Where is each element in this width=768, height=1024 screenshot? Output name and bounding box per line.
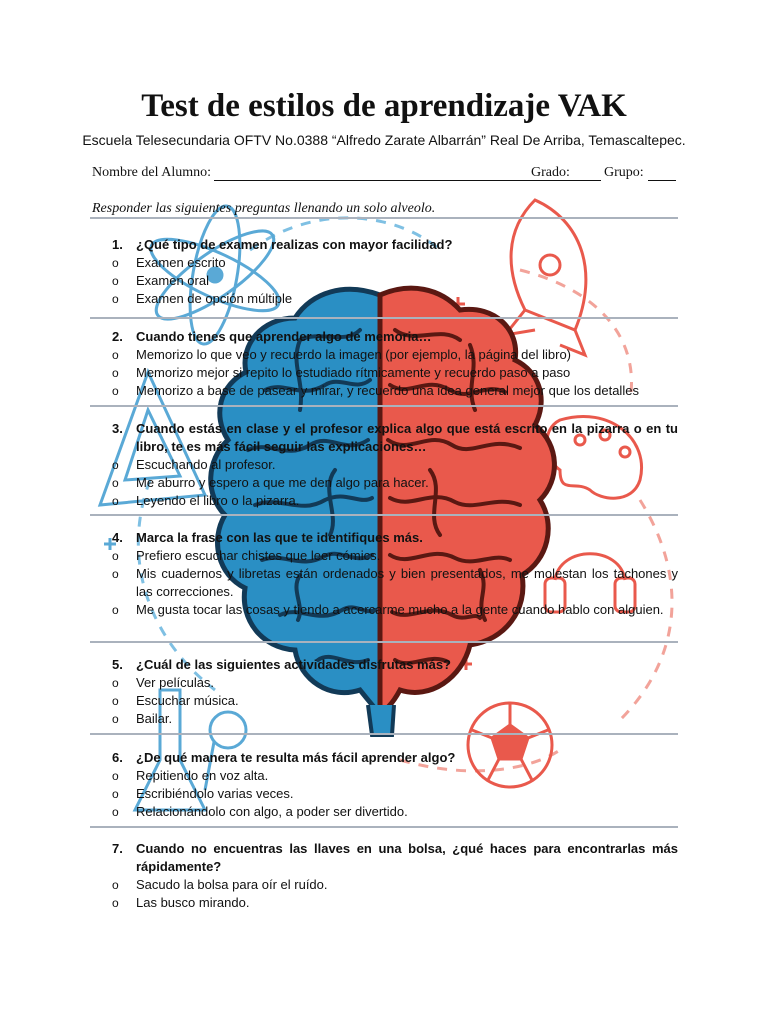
question-3: [112, 420, 678, 510]
instructions: Responder las siguientes preguntas llenando un solo alveolo.: [92, 201, 436, 216]
answer-option[interactable]: [112, 547, 678, 565]
radio-bubble-icon[interactable]: o: [112, 348, 119, 362]
group-label: Grupo:: [604, 165, 644, 180]
question-5: [112, 656, 678, 728]
radio-bubble-icon[interactable]: o: [112, 603, 119, 617]
question-number: 7.: [112, 841, 123, 856]
answer-option[interactable]: [112, 272, 678, 290]
question-text: Marca la frase con las que te identifiques más.: [136, 530, 423, 545]
divider: [90, 641, 678, 643]
divider: [90, 514, 678, 516]
question-text: Cuando no encuentras las llaves en una bolsa, ¿qué haces para encontrarlas más rápidamente?: [136, 841, 678, 874]
radio-bubble-icon[interactable]: o: [112, 292, 119, 306]
grade-label: Grado:: [531, 165, 570, 180]
answer-option[interactable]: [112, 290, 678, 308]
answer-label: Sacudo la bolsa para oír el ruído.: [136, 877, 328, 892]
answer-label: Memorizo mejor si repito lo estudiado rítmicamente y recuerdo paso a paso: [136, 365, 571, 380]
radio-bubble-icon[interactable]: o: [112, 494, 119, 508]
question-6: [112, 749, 678, 821]
answer-label: Me aburro y espero a que me den algo para hacer.: [136, 475, 429, 490]
answer-label: Examen escrito: [136, 255, 226, 270]
group-field[interactable]: [648, 180, 676, 181]
question-2: [112, 328, 678, 400]
question-text: ¿De qué manera te resulta más fácil aprender algo?: [136, 750, 456, 765]
question-number: 1.: [112, 237, 123, 252]
answer-option[interactable]: [112, 474, 678, 492]
answer-label: Mis cuadernos y libretas están ordenados y bien presentados, me molestan los tachones y las correcciones.: [136, 566, 678, 599]
radio-bubble-icon[interactable]: o: [112, 256, 119, 270]
student-name-label: Nombre del Alumno:: [92, 165, 211, 180]
answer-label: Repitiendo en voz alta.: [136, 768, 269, 783]
radio-bubble-icon[interactable]: o: [112, 805, 119, 819]
radio-bubble-icon[interactable]: o: [112, 458, 119, 472]
divider: [90, 733, 678, 735]
radio-bubble-icon[interactable]: o: [112, 878, 119, 892]
answer-option[interactable]: [112, 692, 678, 710]
radio-bubble-icon[interactable]: o: [112, 787, 119, 801]
question-number: 3.: [112, 421, 123, 436]
question-7: [112, 840, 678, 912]
answer-option[interactable]: [112, 803, 678, 821]
school-subtitle: Escuela Telesecundaria OFTV No.0388 “Alfredo Zarate Albarrán” Real De Arriba, Temascaltepec.: [82, 132, 686, 148]
student-name-field[interactable]: [214, 180, 576, 181]
answer-option[interactable]: [112, 254, 678, 272]
divider: [90, 217, 678, 219]
answer-label: Bailar.: [136, 711, 173, 726]
answer-option[interactable]: [112, 601, 678, 619]
radio-bubble-icon[interactable]: o: [112, 896, 119, 910]
divider: [90, 405, 678, 407]
answer-label: Me gusta tocar las cosas y tiendo a acercarme mucho a la gente cuando hablo con alguien.: [136, 602, 664, 617]
radio-bubble-icon[interactable]: o: [112, 476, 119, 490]
radio-bubble-icon[interactable]: o: [112, 274, 119, 288]
student-info-row: [92, 165, 676, 187]
answer-label: Examen oral: [136, 273, 209, 288]
answer-option[interactable]: [112, 456, 678, 474]
grade-field[interactable]: [573, 180, 601, 181]
radio-bubble-icon[interactable]: o: [112, 384, 119, 398]
radio-bubble-icon[interactable]: o: [112, 676, 119, 690]
divider: [90, 826, 678, 828]
radio-bubble-icon[interactable]: o: [112, 567, 119, 581]
answer-option[interactable]: [112, 710, 678, 728]
answer-option[interactable]: [112, 492, 678, 510]
question-text: ¿Cuál de las siguientes actividades disfrutas más?: [136, 657, 451, 672]
question-text: Cuando tienes que aprender algo de memoria…: [136, 329, 432, 344]
answer-label: Leyendo el libro o la pizarra.: [136, 493, 300, 508]
answer-option[interactable]: [112, 894, 678, 912]
answer-option[interactable]: [112, 767, 678, 785]
radio-bubble-icon[interactable]: o: [112, 549, 119, 563]
radio-bubble-icon[interactable]: o: [112, 712, 119, 726]
answer-label: Memorizo a base de pasear y mirar, y recuerdo una idea general mejor que los detalles: [136, 383, 639, 398]
answer-option[interactable]: [112, 876, 678, 894]
answer-label: Ver películas.: [136, 675, 215, 690]
answer-label: Escuchando al profesor.: [136, 457, 276, 472]
answer-label: Examen de opción múltiple: [136, 291, 293, 306]
question-text: Cuando estás en clase y el profesor explica algo que está escrito en la pizarra o en tu libro, te es más fácil seguir las explicaciones…: [136, 421, 678, 454]
answer-option[interactable]: [112, 382, 678, 400]
question-1: [112, 236, 678, 308]
divider: [90, 317, 678, 319]
radio-bubble-icon[interactable]: o: [112, 694, 119, 708]
question-number: 2.: [112, 329, 123, 344]
answer-option[interactable]: [112, 674, 678, 692]
question-number: 6.: [112, 750, 123, 765]
page-title: Test de estilos de aprendizaje VAK: [141, 88, 627, 124]
question-text: ¿Qué tipo de examen realizas con mayor facilidad?: [136, 237, 453, 252]
question-number: 5.: [112, 657, 123, 672]
question-4: [112, 529, 678, 619]
radio-bubble-icon[interactable]: o: [112, 366, 119, 380]
answer-label: Prefiero escuchar chistes que leer cómics.: [136, 548, 381, 563]
question-number: 4.: [112, 530, 123, 545]
answer-option[interactable]: [112, 364, 678, 382]
answer-label: Escuchar música.: [136, 693, 239, 708]
answer-option[interactable]: [112, 565, 678, 601]
answer-option[interactable]: [112, 785, 678, 803]
answer-label: Relacionándolo con algo, a poder ser divertido.: [136, 804, 408, 819]
answer-label: Escribiéndolo varias veces.: [136, 786, 294, 801]
answer-option[interactable]: [112, 346, 678, 364]
radio-bubble-icon[interactable]: o: [112, 769, 119, 783]
answer-label: Memorizo lo que veo y recuerdo la imagen (por ejemplo, la página del libro): [136, 347, 572, 362]
answer-label: Las busco mirando.: [136, 895, 250, 910]
